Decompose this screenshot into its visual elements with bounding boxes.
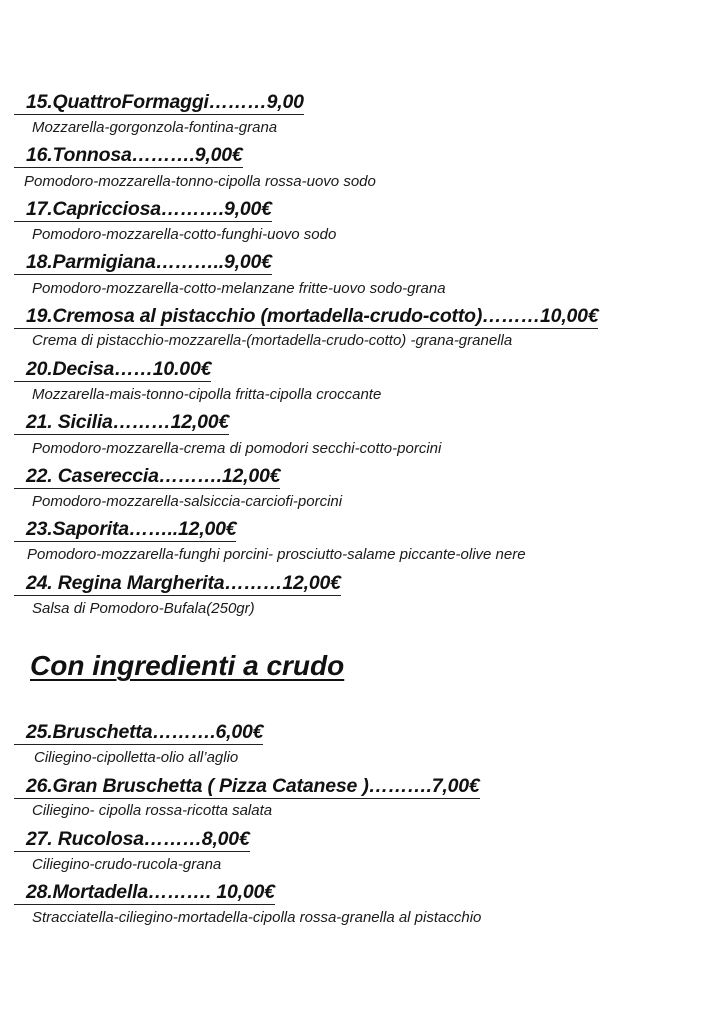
menu-item-description: Mozzarella-gorgonzola-fontina-grana [32,119,278,136]
menu-item-description: Pomodoro-mozzarella-tonno-cipolla rossa-uovo sodo [24,173,376,190]
menu-item-title: 27. Rucolosa………8,00€ [14,827,250,852]
menu-item-title: 19.Cremosa al pistacchio (mortadella-crudo-cotto)………10,00€ [14,304,598,329]
menu-item-title: 22. Casereccia……….12,00€ [14,464,280,489]
menu-item-description: Stracciatella-ciliegino-mortadella-cipolla rossa-granella al pistacchio [32,909,482,926]
menu-item-description: Pomodoro-mozzarella-crema di pomodori secchi-cotto-porcini [32,440,442,457]
menu-item-description: Crema di pistacchio-mozzarella-(mortadella-crudo-cotto) -grana-granella [32,332,513,349]
menu-item-description: Salsa di Pomodoro-Bufala(250gr) [32,600,255,617]
menu-item-title: 16.Tonnosa……….9,00€ [14,143,243,168]
menu-item-description: Pomodoro-mozzarella-cotto-melanzane fritte-uovo sodo-grana [32,280,446,297]
menu-item-description: Mozzarella-mais-tonno-cipolla fritta-cipolla croccante [32,386,382,403]
menu-item-title: 15.QuattroFormaggi………9,00 [14,90,304,115]
menu-item-title: 20.Decisa……10.00€ [14,357,211,382]
menu-item-title: 25.Bruschetta……….6,00€ [14,720,263,745]
menu-item-description: Ciliegino-crudo-rucola-grana [32,856,222,873]
menu-item-description: Ciliegino-cipolletta-olio all’aglio [34,749,239,766]
menu-item-title: 24. Regina Margherita………12,00€ [14,571,341,596]
section-heading: Con ingredienti a crudo [30,650,345,681]
menu-item-title: 26.Gran Bruschetta ( Pizza Catanese )……….7,00€ [14,774,480,799]
menu-item-description: Pomodoro-mozzarella-salsiccia-carciofi-porcini [32,493,343,510]
menu-item-title: 23.Saporita……..12,00€ [14,517,236,542]
menu-item-description: Ciliegino- cipolla rossa-ricotta salata [32,802,273,819]
menu-item-description: Pomodoro-mozzarella-funghi porcini- prosciutto-salame piccante-olive nere [27,546,526,563]
menu-item-description: Pomodoro-mozzarella-cotto-funghi-uovo sodo [32,226,337,243]
menu-item-title: 17.Capricciosa……….9,00€ [14,197,272,222]
menu-item-title: 28.Mortadella………. 10,00€ [14,880,275,905]
menu-item-title: 18.Parmigiana………..9,00€ [14,250,272,275]
menu-item-title: 21. Sicilia………12,00€ [14,410,229,435]
